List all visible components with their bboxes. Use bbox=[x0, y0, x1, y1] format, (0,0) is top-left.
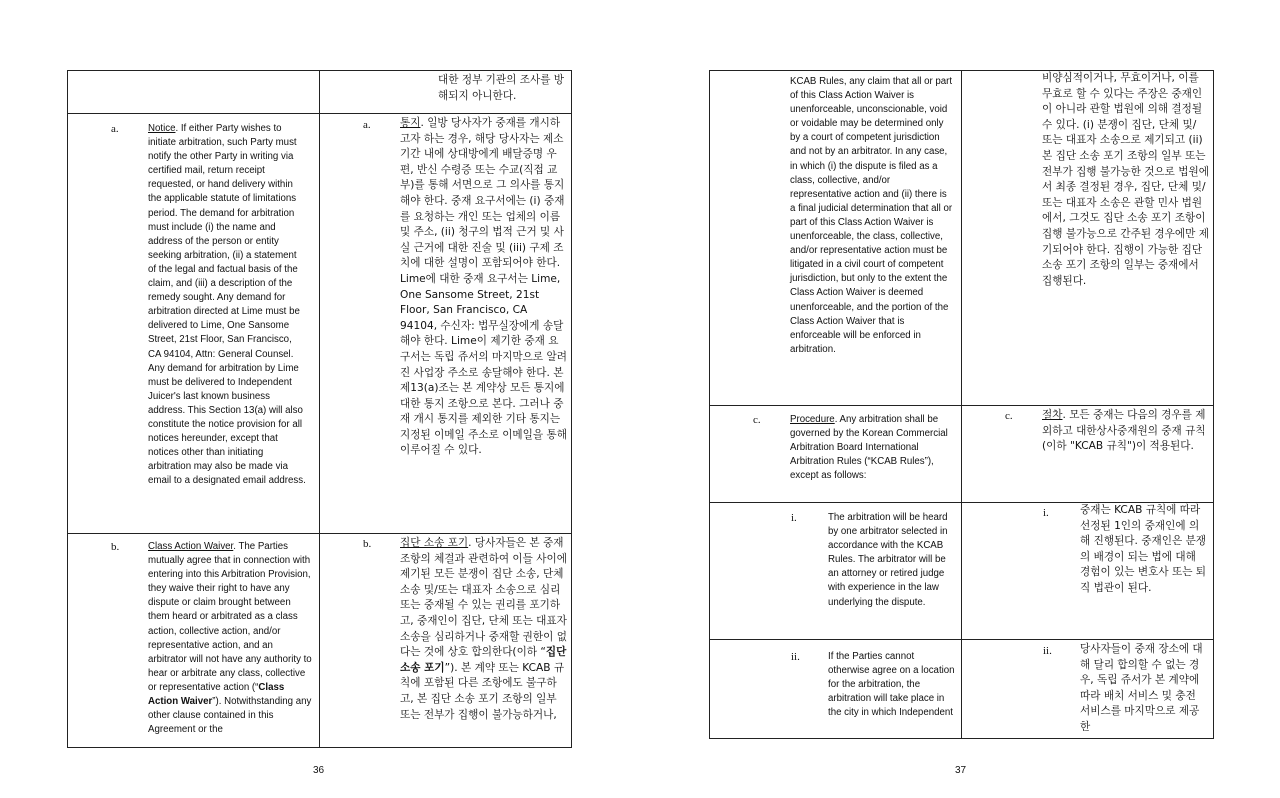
sub-ii-en-cell bbox=[710, 640, 962, 739]
right-page-table bbox=[709, 70, 1214, 739]
procedure-heading-ko: 절차 bbox=[1042, 409, 1063, 421]
classwaiver-bold-en: Class Action Waiver bbox=[148, 681, 285, 708]
sub-ii-marker-ko: ii. bbox=[1043, 645, 1052, 657]
page-number-right: 37 bbox=[955, 765, 967, 776]
left-notice-ko-cell bbox=[320, 114, 572, 534]
sub-i-ko-cell bbox=[962, 503, 1214, 640]
right-row0-ko-text: 비양심적이거나, 무효이거나, 이를 무효로 할 수 있다는 주장은 중재인이 아니라 관할 법원에 의해 결정될 수 있다. (i) 분쟁이 집단, 단체 및/ 또는 대표자 소송으로 제기되고 (ii) 본 집단 소송 포기 조항의 일부 또는 전부가 집행 불가능한 것으로 법원에서 최종 결정된 경우, 집단, 단체 및/또는 대표자 소송은 관할 민사 법원에서, 그것도 집단 소송 포기 조항이 집행 불가능으로 간주된 경우에만 제기되어야 한다. 집행이 가능한 집단 소송 포기 조항의 일부는 중재에서 집행된다. bbox=[1042, 72, 1209, 287]
left-classwaiver-ko-cell bbox=[320, 534, 572, 748]
sub-i-body-en: The arbitration will be heard by one arbitrator selected in accordance with the KCAB Rules. The arbitrator will be an attorney or retired judge with experience in the law underlying the dispute. bbox=[828, 512, 948, 608]
left-classwaiver-en-cell bbox=[68, 534, 320, 748]
sub-ii-body-en: If the Parties cannot otherwise agree on a location for the arbitration, the arbitration will take place in the city in which Independent bbox=[828, 651, 955, 719]
left-notice-en-cell bbox=[68, 114, 320, 534]
classwaiver-body-ko-1: . 당사자들은 본 중재 조항의 체결과 관련하여 이들 사이에 제기된 모든 분쟁이 집단 소송, 단체 소송 및/또는 대표자 소송으로 심리 또는 중재될 수 있는 권리를 포기하고, 중재인이 집단, 단체 또는 대표자 소송을 심리하거나 중재할 권한이 없다는 것에 상호 합의한다(이하 “ bbox=[400, 537, 567, 659]
classwaiver-paragraph-ko bbox=[400, 536, 567, 723]
notice-paragraph-ko bbox=[400, 116, 567, 459]
sub-i-marker-en: i. bbox=[791, 512, 797, 524]
procedure-body-ko: . 모든 중재는 다음의 경우를 제외하고 대한상사중재원의 중재 규칙(이하 "KCAB 규칙")이 적용된다. bbox=[1042, 409, 1206, 453]
procedure-en-cell bbox=[710, 406, 962, 503]
notice-heading-en: Notice bbox=[148, 123, 176, 134]
sub-i-marker-ko: i. bbox=[1043, 507, 1049, 519]
right-row0-en-cell bbox=[710, 71, 962, 406]
sub-ii-body-ko: 당사자들이 중재 장소에 대해 달리 합의할 수 없는 경우, 독립 쥬서가 본 계약에 따라 배치 서비스 및 충전 서비스를 마지막으로 제공한 bbox=[1080, 643, 1203, 733]
notice-body-ko: . 일방 당사자가 중재를 개시하고자 하는 경우, 해당 당사자는 제소 기간 내에 상대방에게 배달증명 우편, 반신 수령증 또는 수교(직접 교부)를 통해 서면으로 그 의사를 통지해야 한다. 중재 요구서에는 (i) 중재를 요청하는 개인 또는 업체의 이름 및 주소, (ii) 청구의 법적 근거 및 사실 근거에 대한 진술 및 (iii) 구제 조치에 대한 설명이 포함되어야 한다. Lime에 대한 중재 요구서는 Lime, One Sansome Street, 21st Floor, San Francisco, CA 94104, 수신자: 법무실장에게 송달해야 한다. Lime이 제기한 중재 요구서는 독립 쥬서의 마지막으로 알려진 사업장 주소로 송달해야 한다. 본 제13(a)조는 본 계약상 모든 통지에 대한 통지 조항으로 본다. 그러나 중재 개시 통지를 제외한 기타 통지는 지정된 이메일 주소로 이메일을 통해 이루어질 수 있다. bbox=[400, 117, 567, 457]
sub-ii-marker-en: ii. bbox=[791, 651, 800, 663]
procedure-heading-en: Procedure bbox=[790, 414, 835, 425]
classwaiver-marker-ko: b. bbox=[363, 538, 372, 550]
notice-heading-ko: 통지 bbox=[400, 117, 421, 129]
right-row0-ko-cell bbox=[962, 71, 1214, 406]
procedure-marker-ko: c. bbox=[1005, 410, 1013, 422]
classwaiver-body-en-2: ”). Notwithstanding any other clause contained in this Agreement or the bbox=[148, 696, 312, 736]
notice-body-en: . If either Party wishes to initiate arbitration, such Party must notify the other Party in writing via certified mail, return receipt requested, or hand delivery within the applicable statute of limitations period. The demand for arbitration must include (i) the name and address of the person or entity seeking arbitration, (ii) a statement of the legal and factual basis of the claim, and (iii) a description of the remedy sought. Any demand for arbitration directed at Lime must be delivered to Lime, One Sansome Street, 21st Floor, San Francisco, CA 94104, Attn: General Counsel. Any demand for arbitration by Lime must be delivered to Independent Juicer's last known business address. This Section 13(a) will also constitute the notice provision for all notices hereunder, except that notices other than initiating arbitration may also be made via email to a designated email address. bbox=[148, 123, 306, 487]
classwaiver-marker-en: b. bbox=[111, 541, 120, 553]
notice-marker-en: a. bbox=[111, 123, 119, 135]
left-row0-ko-text: 대한 정부 기관의 조사를 방해되지 아니한다. bbox=[438, 74, 565, 102]
sub-ii-ko-cell bbox=[962, 640, 1214, 739]
procedure-paragraph-ko bbox=[1042, 408, 1209, 455]
classwaiver-heading-en: Class Action Waiver bbox=[148, 541, 234, 552]
sub-i-body-ko: 중재는 KCAB 규칙에 따라 선정된 1인의 중재인에 의해 진행된다. 중재인은 분쟁의 배경이 되는 법에 대해 경험이 있는 변호사 또는 퇴직 법관이 된다. bbox=[1080, 504, 1207, 594]
classwaiver-bold-ko: 집단 소송 포기 bbox=[400, 646, 567, 674]
notice-paragraph-en bbox=[148, 122, 307, 488]
procedure-marker-en: c. bbox=[753, 414, 761, 426]
procedure-body-en: . Any arbitration shall be governed by the Korean Commercial Arbitration Board International Arbitration Rules (“KCAB Rules”), except as follows: bbox=[790, 414, 948, 482]
sub-i-en-cell bbox=[710, 503, 962, 640]
notice-marker-ko: a. bbox=[363, 119, 371, 131]
procedure-paragraph-en bbox=[790, 413, 953, 483]
classwaiver-heading-ko: 집단 소송 포기 bbox=[400, 537, 469, 549]
page-number-left: 36 bbox=[313, 765, 325, 776]
classwaiver-body-en-1: . The Parties mutually agree that in connection with entering into this Arbitration Provision, they waive their right to have any dispute or claim brought between them heard or arbitrated as a class action, collective action, and/or representative action, and an arbitrator will not have any authority to hear or arbitrate any class, collective or representative action (“ bbox=[148, 541, 312, 693]
left-row0-en-cell bbox=[68, 71, 320, 114]
left-row0-ko-cell bbox=[320, 71, 572, 114]
right-row0-en-text: KCAB Rules, any claim that all or part of this Class Action Waiver is unenforceable, unconscionable, void or voidable may be determined only by a court of competent jurisdiction and not by an arbitrator. In any case, in which (i) the dispute is filed as a class, collective, and/or representative action and (ii) there is a final judicial determination that all or part of this Class Action Waiver is unenforceable, the class, collective, and/or representative action must be litigated in a civil court of competent jurisdiction, but only to the extent the Class Action Waiver is deemed unenforceable, and the portion of the Class Action Waiver that is enforceable will be enforced in arbitration. bbox=[790, 76, 953, 355]
classwaiver-body-ko-2: ”). 본 계약 또는 KCAB 규칙에 포함된 다른 조항에도 불구하고, 본 집단 소송 포기 조항의 일부 또는 전부가 집행이 불가능하거나, bbox=[400, 661, 565, 721]
classwaiver-paragraph-en bbox=[148, 540, 313, 737]
procedure-ko-cell bbox=[962, 406, 1214, 503]
left-page-table bbox=[67, 70, 572, 748]
